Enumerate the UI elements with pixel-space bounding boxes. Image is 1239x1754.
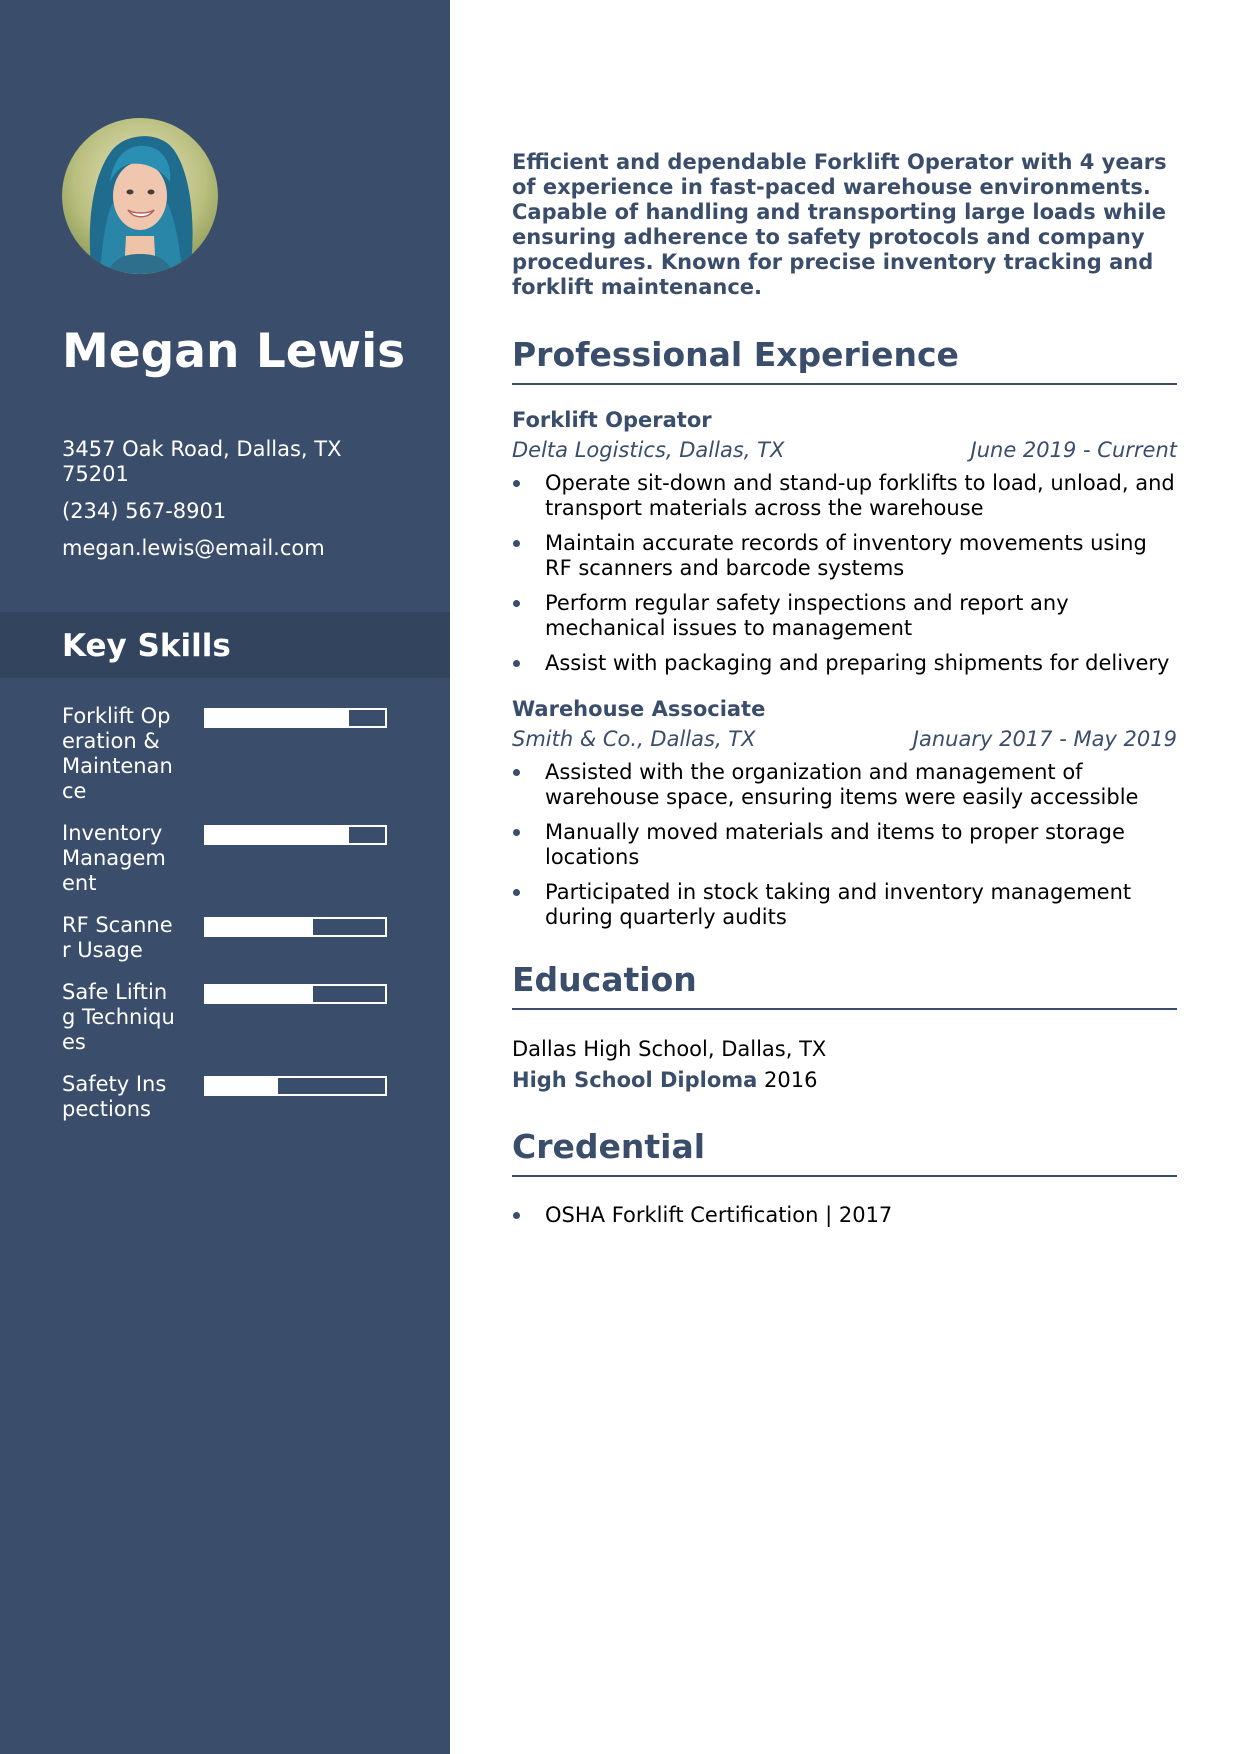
bullet-item: Perform regular safety inspections and report any mechanical issues to management — [512, 591, 1177, 641]
bullet-item: Assist with packaging and preparing shipments for delivery — [512, 651, 1177, 676]
job-title: Forklift Operator — [512, 408, 712, 432]
skill-level-bar — [204, 825, 387, 845]
skill-level-bar — [204, 1076, 387, 1096]
skill-name: RF Scanner Usage — [62, 913, 173, 962]
skill-level-fill — [206, 710, 349, 726]
job-title: Warehouse Associate — [512, 697, 766, 721]
bullet-item: Operate sit-down and stand-up forklifts to load, unload, and transport materials across the warehouse — [512, 471, 1177, 521]
skills-title: Key Skills — [62, 628, 231, 664]
skill-item — [62, 821, 402, 896]
skill-item — [62, 1072, 402, 1122]
skill-item — [62, 913, 402, 963]
job-meta — [512, 437, 1177, 463]
profile-photo-image — [62, 118, 218, 274]
skill-level-bar — [204, 984, 387, 1004]
phone: (234) 567-8901 — [62, 499, 227, 523]
education-school: Dallas High School, Dallas, TX — [512, 1037, 827, 1061]
skill-name: Inventory Management — [62, 821, 166, 895]
education-degree-line — [512, 1067, 1177, 1093]
skill-level-fill — [206, 986, 313, 1002]
job-bullets — [512, 760, 1177, 930]
skill-name: Forklift Operation & Maintenance — [62, 704, 173, 803]
education-degree: High School Diploma — [512, 1068, 758, 1092]
bullet-item: Maintain accurate records of inventory movements using RF scanners and barcode systems — [512, 531, 1177, 581]
credential-list — [512, 1203, 1177, 1228]
skill-level-fill — [206, 827, 349, 843]
skill-item — [62, 704, 402, 804]
skill-level-fill — [206, 919, 313, 935]
job-entry — [512, 696, 1177, 930]
profile-photo — [62, 118, 218, 274]
address: 3457 Oak Road, Dallas, TX 75201 — [62, 437, 342, 486]
skills-header — [0, 612, 450, 678]
contact-info — [62, 437, 392, 573]
credential-title: Credential — [512, 1127, 1177, 1177]
bullet-item: Assisted with the organization and management of warehouse space, ensuring items were easily accessible — [512, 760, 1177, 810]
summary: Efficient and dependable Forklift Operator with 4 years of experience in fast-paced warehouse environments. Capable of handling and transporting large loads while ensuring adherence to safety protocols and company procedures. Known for precise inventory tracking and forklift maintenance. — [512, 150, 1167, 299]
skill-level-bar — [204, 708, 387, 728]
credential-item: OSHA Forklift Certification | 2017 — [512, 1203, 1177, 1228]
skills-list — [62, 704, 402, 1139]
candidate-name: Megan Lewis — [62, 324, 406, 379]
main-content — [512, 150, 1177, 1238]
skill-level-fill — [206, 1078, 278, 1094]
skill-item — [62, 980, 402, 1055]
education-section — [512, 960, 1177, 1093]
job-company: Smith & Co., Dallas, TX — [512, 727, 756, 751]
skill-name: Safety Inspections — [62, 1072, 167, 1121]
bullet-item: Participated in stock taking and inventory management during quarterly audits — [512, 880, 1177, 930]
experience-title: Professional Experience — [512, 335, 1177, 385]
experience-section — [512, 335, 1177, 930]
job-bullets — [512, 471, 1177, 676]
job-dates: June 2019 - Current — [970, 438, 1177, 462]
skill-name: Safe Lifting Techniques — [62, 980, 175, 1054]
job-dates: January 2017 - May 2019 — [912, 727, 1177, 751]
job-company: Delta Logistics, Dallas, TX — [512, 438, 785, 462]
sidebar — [0, 0, 450, 1754]
bullet-item: Manually moved materials and items to proper storage locations — [512, 820, 1177, 870]
education-year: 2016 — [763, 1068, 818, 1092]
education-title: Education — [512, 960, 1177, 1010]
credential-section — [512, 1127, 1177, 1228]
job-meta — [512, 726, 1177, 752]
job-entry — [512, 407, 1177, 676]
skill-level-bar — [204, 917, 387, 937]
email: megan.lewis@email.com — [62, 536, 325, 560]
